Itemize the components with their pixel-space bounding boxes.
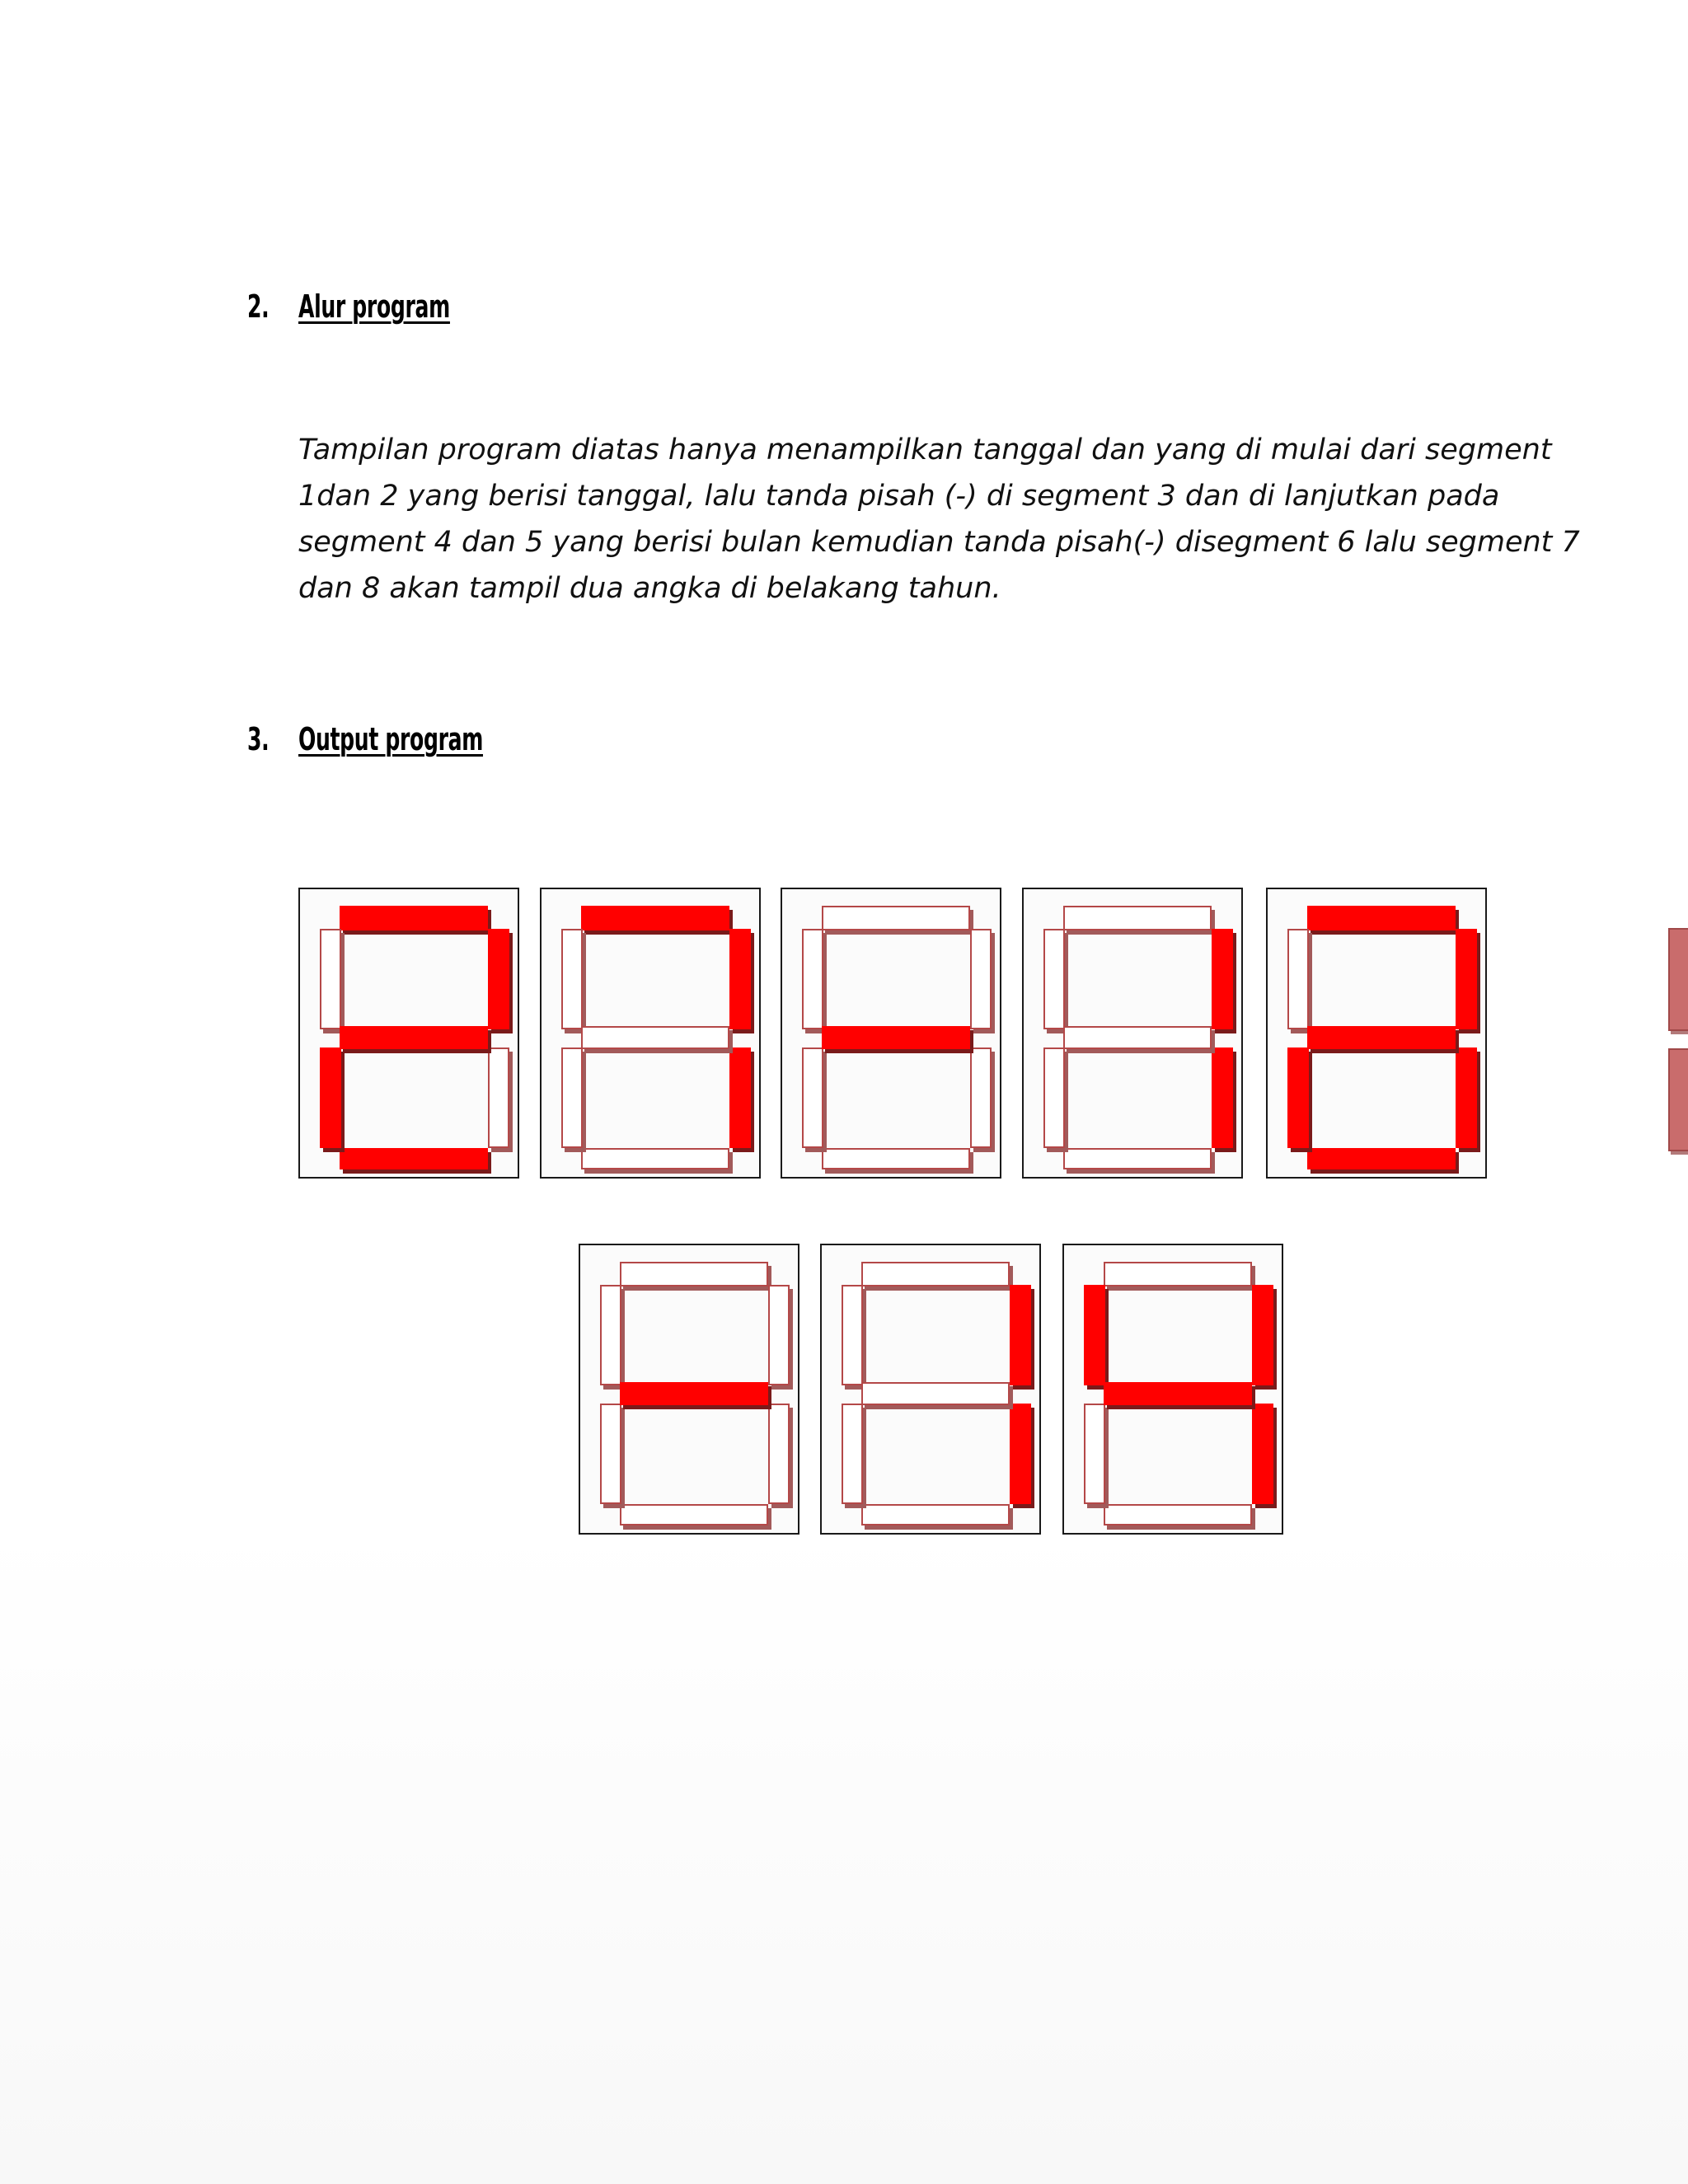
segment-top-left-unlit bbox=[802, 929, 823, 1029]
paragraph-line: segment 4 dan 5 yang berisi bulan kemudian tanda pisah(-) disegment 6 lalu segment 7 bbox=[298, 526, 1580, 559]
segment-digit-3 bbox=[781, 888, 1001, 1179]
section-heading-output-program: Output program bbox=[298, 721, 484, 757]
segment-bottom-lit bbox=[340, 1148, 488, 1169]
segment-top-left-lit bbox=[1084, 1285, 1105, 1385]
segment-bottom-left-unlit bbox=[842, 1404, 863, 1504]
segment-bottom-right-lit bbox=[1252, 1404, 1273, 1504]
segment-top-right-unlit bbox=[768, 1285, 790, 1385]
segment-bottom-unlit bbox=[620, 1504, 768, 1526]
segment-top-unlit bbox=[822, 906, 970, 930]
segment-middle-lit bbox=[1307, 1026, 1456, 1049]
segment-top-right-lit bbox=[1456, 929, 1477, 1029]
segment-bottom-right-lit bbox=[1010, 1404, 1031, 1504]
segment-digit-2 bbox=[540, 888, 761, 1179]
paragraph-line: Tampilan program diatas hanya menampilkan tanggal dan yang di mulai dari segment bbox=[298, 434, 1552, 466]
segment-digit-5 bbox=[1266, 888, 1487, 1179]
segment-bottom-right-lit bbox=[729, 1047, 751, 1148]
segment-middle-unlit bbox=[861, 1382, 1010, 1405]
segment-digit-6 bbox=[579, 1244, 799, 1535]
paragraph-line: 1dan 2 yang berisi tanggal, lalu tanda pisah (-) di segment 3 dan di lanjutkan pada bbox=[298, 480, 1500, 513]
segment-bottom-left-unlit bbox=[561, 1047, 583, 1148]
segment-middle-unlit bbox=[581, 1026, 729, 1049]
segment-top-left-unlit bbox=[1043, 929, 1065, 1029]
segment-top-left-unlit bbox=[320, 929, 341, 1029]
section-heading-alur-program: Alur program bbox=[298, 288, 450, 325]
segment-bottom-unlit bbox=[1104, 1504, 1252, 1526]
description-paragraph bbox=[298, 427, 1580, 612]
segment-top-unlit bbox=[1104, 1262, 1252, 1286]
segment-bottom-left-unlit bbox=[802, 1047, 823, 1148]
paragraph-line: dan 8 akan tampil dua angka di belakang tahun. bbox=[298, 572, 1001, 605]
segment-bottom-unlit bbox=[581, 1148, 729, 1169]
segment-digit-7 bbox=[820, 1244, 1041, 1535]
segment-top-left-unlit bbox=[561, 929, 583, 1029]
segment-top-unlit bbox=[861, 1262, 1010, 1286]
segment-bottom-unlit bbox=[822, 1148, 970, 1169]
segment-top-left-unlit bbox=[842, 1285, 863, 1385]
cropped-segment-upper bbox=[1668, 928, 1688, 1031]
segment-bottom-left-lit bbox=[320, 1047, 341, 1148]
segment-top-right-unlit bbox=[970, 929, 992, 1029]
segment-top-lit bbox=[581, 906, 729, 930]
segment-top-right-lit bbox=[1252, 1285, 1273, 1385]
page-background bbox=[0, 1525, 1688, 2184]
segment-bottom-right-unlit bbox=[488, 1047, 509, 1148]
segment-bottom-right-lit bbox=[1456, 1047, 1477, 1148]
segment-middle-lit bbox=[620, 1382, 768, 1405]
segment-bottom-lit bbox=[1307, 1148, 1456, 1169]
segment-digit-8 bbox=[1062, 1244, 1283, 1535]
segment-top-unlit bbox=[620, 1262, 768, 1286]
segment-bottom-left-lit bbox=[1287, 1047, 1309, 1148]
segment-top-right-lit bbox=[1010, 1285, 1031, 1385]
segment-bottom-unlit bbox=[861, 1504, 1010, 1526]
segment-top-lit bbox=[340, 906, 488, 930]
section-number: 2. bbox=[247, 288, 270, 325]
segment-top-right-lit bbox=[1212, 929, 1233, 1029]
segment-top-left-unlit bbox=[600, 1285, 621, 1385]
segment-bottom-right-lit bbox=[1212, 1047, 1233, 1148]
segment-bottom-unlit bbox=[1063, 1148, 1212, 1169]
segment-bottom-left-unlit bbox=[1084, 1404, 1105, 1504]
segment-digit-4 bbox=[1022, 888, 1243, 1179]
segment-middle-unlit bbox=[1063, 1026, 1212, 1049]
segment-top-unlit bbox=[1063, 906, 1212, 930]
segment-middle-lit bbox=[822, 1026, 970, 1049]
cropped-segment-lower bbox=[1668, 1048, 1688, 1151]
segment-digit-1 bbox=[298, 888, 519, 1179]
segment-bottom-right-unlit bbox=[970, 1047, 992, 1148]
segment-bottom-right-unlit bbox=[768, 1404, 790, 1504]
segment-top-left-unlit bbox=[1287, 929, 1309, 1029]
segment-top-right-lit bbox=[729, 929, 751, 1029]
segment-middle-lit bbox=[340, 1026, 488, 1049]
section-number: 3. bbox=[247, 721, 270, 757]
segment-bottom-left-unlit bbox=[1043, 1047, 1065, 1148]
segment-top-right-lit bbox=[488, 929, 509, 1029]
segment-top-lit bbox=[1307, 906, 1456, 930]
segment-bottom-left-unlit bbox=[600, 1404, 621, 1504]
segment-middle-lit bbox=[1104, 1382, 1252, 1405]
